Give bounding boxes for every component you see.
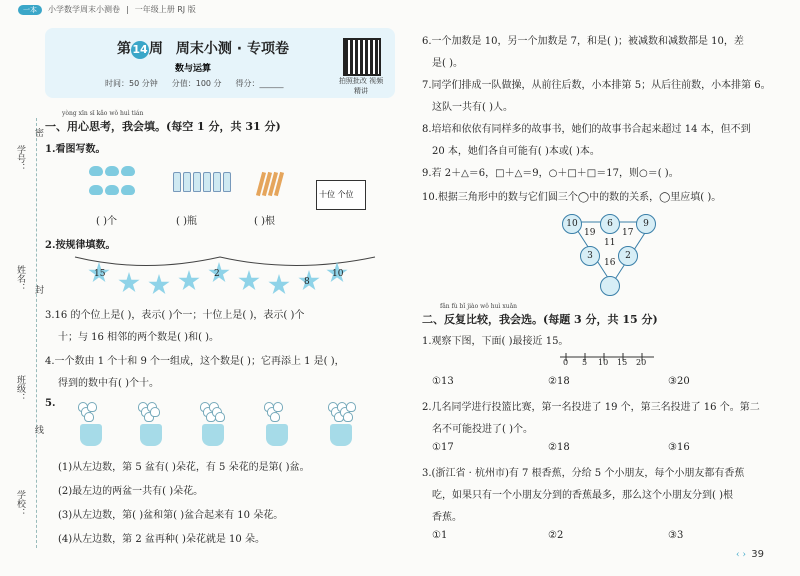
qr-caption: 拍照批改 视频精讲 xyxy=(338,77,384,95)
q7-line2: 这队一共有( )人。 xyxy=(432,102,513,113)
feng-mark: 封 xyxy=(33,285,43,294)
q5-sub2: (2)最左边的两盆一共有( )朵花。 xyxy=(58,486,204,497)
tri-num-11: 11 xyxy=(604,238,616,248)
tick-20: 20 xyxy=(636,358,647,367)
flower-icon xyxy=(215,412,225,422)
m2-opt-2[interactable]: ②18 xyxy=(548,442,570,453)
class-label: 班级： xyxy=(15,375,25,402)
flower-pot-5 xyxy=(330,424,352,446)
star-number: 2 xyxy=(214,269,220,279)
bottles-image xyxy=(172,172,232,196)
q5-label: 5. xyxy=(45,398,56,409)
star-number: 15 xyxy=(94,269,106,279)
star-4[interactable] xyxy=(178,270,200,292)
tri-circle-3: 9 xyxy=(636,214,656,234)
q5-sub4: (4)从左边数，第 2 盆再种( )朵花就是 10 朵。 xyxy=(58,534,265,545)
score-info: 分值：100 分 xyxy=(171,79,222,88)
tick-10: 10 xyxy=(598,358,609,367)
book-title: 小学数学周末小测卷 xyxy=(48,5,120,14)
sticks-image xyxy=(258,172,282,200)
sec2-title: 二、反复比较，我会选。(每题 3 分，共 15 分) xyxy=(422,313,658,326)
tick-15: 15 xyxy=(617,358,628,367)
q4-line1: 4.一个数由 1 个十和 9 个一组成，这个数是( )；它再添上 1 是( )， xyxy=(45,356,345,367)
qr-code-icon[interactable] xyxy=(343,38,381,76)
m3-opt-2[interactable]: ②2 xyxy=(548,530,564,541)
q4-line2: 得到的数中有( )个十。 xyxy=(58,378,159,389)
m2-line2: 名不可能投进了( )个。 xyxy=(432,424,533,435)
q9: 9.若 2＋△＝6，□＋△＝9，○＋□＋□＝17，则○＝( )。 xyxy=(422,168,679,179)
name-label: 姓名： xyxy=(15,265,25,292)
tri-num-19: 19 xyxy=(584,228,596,238)
tri-num-16: 16 xyxy=(604,258,616,268)
q2-label: 2.按规律填数。 xyxy=(45,240,116,251)
star-2[interactable] xyxy=(118,272,140,294)
q10-text: 10.根据三角形中的数与它们圆三个◯中的数的关系，◯里应填( )。 xyxy=(422,192,722,203)
m3-line1: 3.(浙江省 · 杭州市)有 7 根香蕉，分给 5 个小朋友，每个小朋友都有香蕉 xyxy=(422,468,745,479)
week-number-badge: 14 xyxy=(131,41,149,59)
m2-opt-3[interactable]: ③16 xyxy=(668,442,690,453)
star-number: 10 xyxy=(332,269,344,279)
star-6[interactable] xyxy=(238,270,260,292)
binding-line xyxy=(36,118,37,548)
flower-icon xyxy=(84,412,94,422)
top-bar: 一本 小学数学周末小测卷 | 一年级上册 RJ 版 xyxy=(18,4,196,15)
page-number: 39 xyxy=(751,549,764,560)
xian-mark: 线 xyxy=(33,425,43,434)
q1-blank-3[interactable]: ( )根 xyxy=(254,216,275,227)
quiz-subtitle: 数与运算 xyxy=(175,64,212,74)
school-label: 学校： xyxy=(15,490,25,517)
quiz-meta xyxy=(105,78,284,89)
got-score-info: 得分：______ xyxy=(235,79,284,88)
brand-logo: 一本 xyxy=(18,5,42,15)
tri-circle-4: 3 xyxy=(580,246,600,266)
flower-icon xyxy=(273,402,283,412)
page-nav-arrows[interactable]: ‹ › xyxy=(735,550,746,560)
q1-blank-2[interactable]: ( )瓶 xyxy=(176,216,197,227)
m1-opt-3[interactable]: ③20 xyxy=(668,376,690,387)
tri-circle-2: 6 xyxy=(600,214,620,234)
tick-5: 5 xyxy=(582,358,588,367)
m3-opt-3[interactable]: ③3 xyxy=(668,530,684,541)
q3-line2: 十；与 16 相邻的两个数是( )和( )。 xyxy=(58,332,220,343)
seal-mark: 密 xyxy=(33,128,43,137)
tri-circle-1: 10 xyxy=(562,214,582,234)
m2-line1: 2.几名同学进行投篮比赛，第一名投进了 19 个，第三名投进了 16 个。第二 xyxy=(422,402,760,413)
q8-line2: 20 本，她们各自可能有( )本或( )本。 xyxy=(432,146,600,157)
m3-line2: 吃，如果只有一个小朋友分到的香蕉最多，那么这个小朋友分到( )根 xyxy=(432,490,733,501)
sec1-pinyin: yòng xīn sī kǎo wǒ huì tián xyxy=(62,110,144,117)
flower-pot-1 xyxy=(80,424,102,446)
q5-sub3: (3)从左边数，第( )盆和第( )盆合起来有 10 朵花。 xyxy=(58,510,284,521)
q6-line1: 6.一个加数是 10，另一个加数是 7，和是( )；被减数和减数都是 10，差 xyxy=(422,36,744,47)
grade-label: 一年级上册 RJ 版 xyxy=(134,5,196,14)
m1-text: 1.观察下图，下面( )最接近 15。 xyxy=(422,336,569,347)
m1-opt-1[interactable]: ①13 xyxy=(432,376,454,387)
q1-label: 1.看图写数。 xyxy=(45,144,106,155)
student-id-label: 学号： xyxy=(15,145,25,172)
flower-pot-3 xyxy=(202,424,224,446)
flower-icon xyxy=(87,402,97,412)
q7-line1: 7.同学们排成一队做操，从前往后数，小本排第 5；从后往前数，小本排第 6。 xyxy=(422,80,771,91)
q3-line1: 3.16 的个位上是( )，表示( )个一；十位上是( )，表示( )个 xyxy=(45,310,305,321)
m3-opt-1[interactable]: ①1 xyxy=(432,530,448,541)
star-3[interactable] xyxy=(148,274,170,296)
quiz-title: 周末小测 · 专项卷 xyxy=(175,41,289,57)
teapots-image xyxy=(88,162,148,200)
flower-icon xyxy=(346,402,356,412)
sec1-title: 一、用心思考，我会填。(每空 1 分，共 31 分) xyxy=(45,120,281,133)
flower-pot-4 xyxy=(266,424,288,446)
tick-0: 0 xyxy=(563,358,569,367)
abacus-image: 十位 个位 xyxy=(316,180,366,210)
star-number: 8 xyxy=(304,277,310,287)
flower-icon xyxy=(150,407,160,417)
q8-line1: 8.培培和依依有同样多的故事书，她们的故事书合起来超过 14 本，但不到 xyxy=(422,124,751,135)
tri-circle-answer[interactable] xyxy=(600,276,620,296)
tri-num-17: 17 xyxy=(622,228,634,238)
flower-pot-2 xyxy=(140,424,162,446)
time-info: 时间：50 分钟 xyxy=(105,79,158,88)
q1-blank-1[interactable]: ( )个 xyxy=(96,216,117,227)
flower-icon xyxy=(270,412,280,422)
quiz-header xyxy=(45,28,395,98)
sec2-pinyin: fǎn fù bǐ jiào wǒ huì xuǎn xyxy=(440,303,518,310)
m1-opt-2[interactable]: ②18 xyxy=(548,376,570,387)
q5-sub1: (1)从左边数，第 5 盆有( )朵花，有 5 朵花的是第( )盆。 xyxy=(58,462,310,473)
flower-icon xyxy=(343,412,353,422)
m2-opt-1[interactable]: ①17 xyxy=(432,442,454,453)
star-7[interactable] xyxy=(268,274,290,296)
q6-line2: 是( )。 xyxy=(432,58,463,69)
week-title: 第14周 周末小测 · 专项卷 xyxy=(117,41,289,57)
tri-circle-5: 2 xyxy=(618,246,638,266)
m3-line3: 香蕉。 xyxy=(432,512,462,523)
